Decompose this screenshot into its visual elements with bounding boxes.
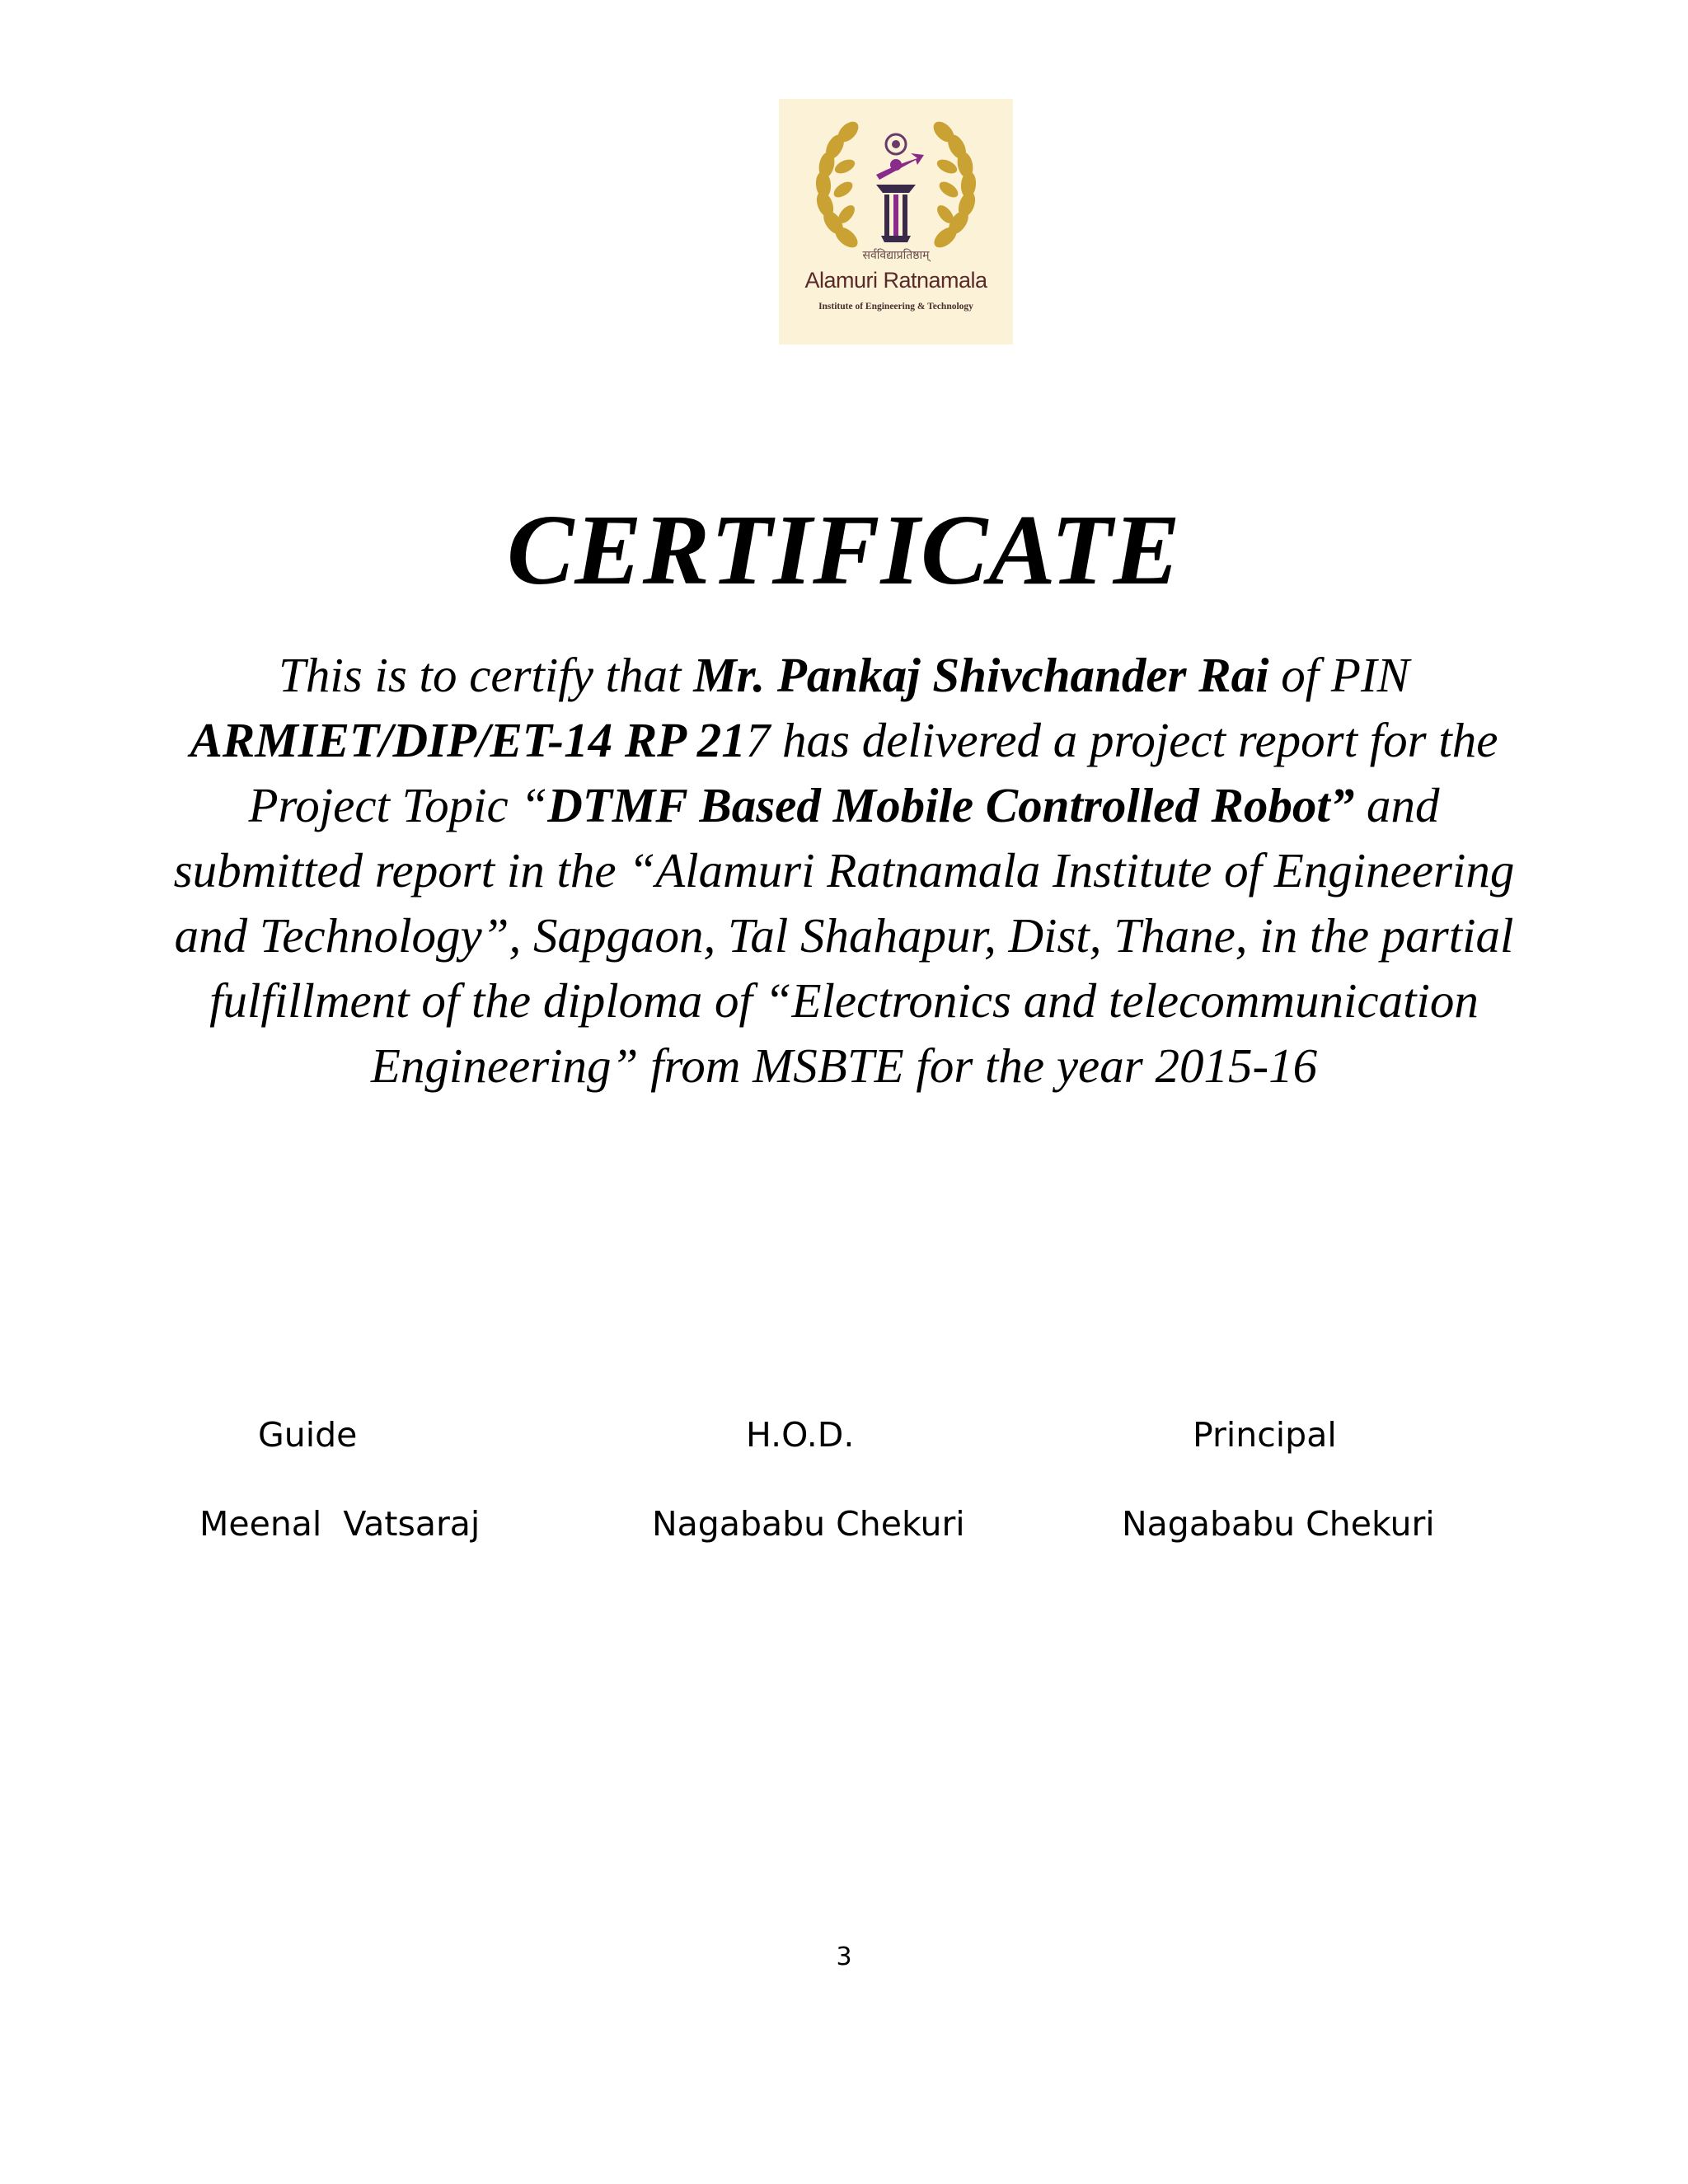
student-name: Mr. Pankaj Shivchander Rai bbox=[693, 648, 1269, 702]
hod-name: Nagababu Chekuri bbox=[652, 1504, 965, 1544]
logo-motto: सर्वविद्याप्रतिष्ठाम् bbox=[862, 249, 930, 262]
project-topic: DTMF Based Mobile Controlled Robot” bbox=[547, 778, 1355, 832]
certificate-body bbox=[165, 643, 1523, 1099]
student-pin: ARMIET/DIP/ET-14 RP 21 bbox=[190, 713, 746, 767]
logo-institute-subtitle: Institute of Engineering & Technology bbox=[818, 302, 973, 312]
body-text-pin-label: of PIN bbox=[1268, 648, 1409, 702]
body-text-middle: 7 has delivered a project report for the Project Topic “ bbox=[248, 713, 1498, 832]
hod-label: H.O.D. bbox=[746, 1415, 855, 1455]
guide-label: Guide bbox=[258, 1415, 358, 1455]
guide-name: Meenal Vatsaraj bbox=[199, 1504, 481, 1544]
body-text-intro: This is to certify that bbox=[279, 648, 694, 702]
page-number: 3 bbox=[836, 1943, 852, 1971]
institute-logo bbox=[779, 99, 1013, 344]
logo-institute-name: Alamuri Ratnamala bbox=[804, 268, 987, 293]
principal-label: Principal bbox=[1193, 1415, 1337, 1455]
certificate-title: CERTIFICATE bbox=[507, 494, 1181, 606]
body-text-closing: and submitted report in the “Alamuri Ratnamala Institute of Engineering and Technology”, Sapgaon, Tal Shahapur, Dist, Thane, in the partial fulfillment of the diploma of “Electronics and telecommunication Engineering” from MSBTE for the year 2015-16 bbox=[173, 778, 1515, 1093]
principal-name: Nagababu Chekuri bbox=[1122, 1504, 1435, 1544]
